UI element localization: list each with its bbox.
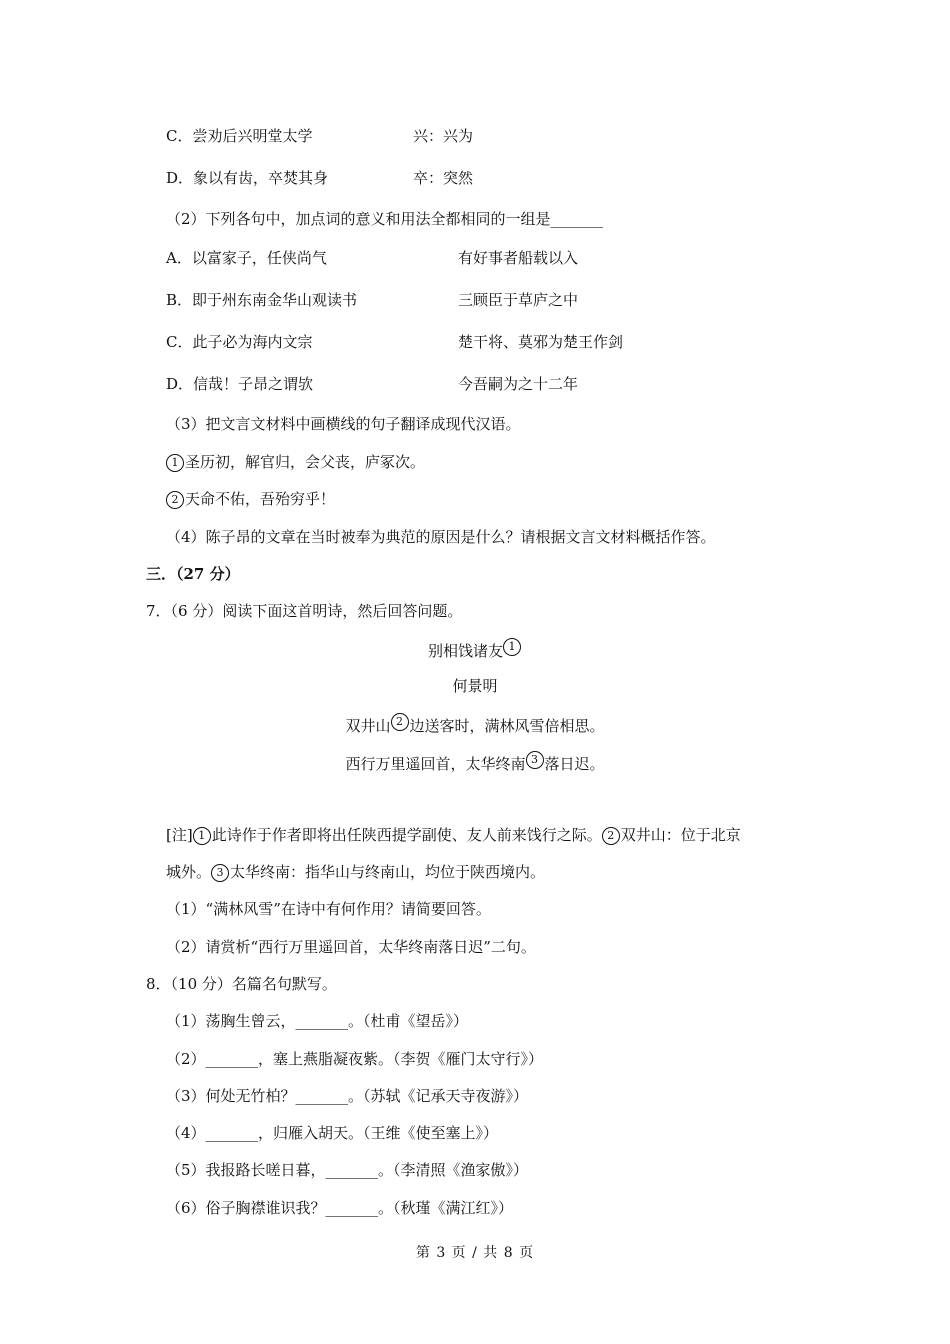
- q2-option-a: A．以富家子，任侠尚气: [166, 249, 327, 267]
- q2-option-c: C．此子必为海内文宗: [166, 333, 313, 351]
- q3-item-2-text: 天命不佑，吾殆穷乎！: [185, 490, 336, 508]
- note-2-cont: 城外。: [166, 863, 212, 881]
- note-marker: 2: [391, 713, 409, 731]
- poem-line-2-a: 西行万里遥回首，太华终南: [345, 755, 526, 773]
- q3-item-2: [166, 489, 335, 509]
- q1-option-d-gloss: 卒：突然: [413, 169, 474, 187]
- q8-header: 8．（10 分）名篇名句默写。: [146, 975, 337, 993]
- note-marker: 1: [503, 638, 521, 656]
- q8-item-5: （5）我报路长嗟日暮，_______。（李清照《渔家傲》）: [166, 1161, 529, 1179]
- q7-sub-2: （2）请赏析“西行万里遥回首，太华终南落日迟”二句。: [166, 938, 536, 956]
- q7-header: 7．（6 分）阅读下面这首明诗，然后回答问题。: [146, 602, 463, 620]
- q2-option-d-right: 今吾嗣为之十二年: [458, 375, 579, 393]
- poem-line-2-b: 落日迟。: [544, 755, 605, 773]
- q1-option-c: C．尝劝后兴明堂太学: [166, 127, 313, 145]
- note-3-text: 太华终南：指华山与终南山，均位于陕西境内。: [230, 863, 546, 881]
- q8-item-1: （1）荡胸生曾云，_______。（杜甫《望岳》）: [166, 1012, 469, 1030]
- section-heading: 三．（27 分）: [146, 565, 240, 583]
- q1-option-c-gloss: 兴：兴为: [413, 127, 474, 145]
- poem-line-1-b: 边送客时，满林风雪倍相思。: [409, 717, 605, 735]
- poem-line-1: [0, 713, 950, 736]
- q2-prompt: （2）下列各句中，加点词的意义和用法全都相同的一组是_______: [166, 210, 604, 228]
- q2-option-b-right: 三顾臣于草庐之中: [458, 291, 579, 309]
- q2-option-c-right: 楚干将、莫邪为楚王作剑: [458, 333, 624, 351]
- q3-item-1-text: 圣历初，解官归，会父丧，庐冢次。: [185, 453, 426, 471]
- poem-line-2: [0, 751, 950, 774]
- q4-prompt: （4）陈子昂的文章在当时被奉为典范的原因是什么？请根据文言文材料概括作答。: [166, 528, 716, 546]
- q7-sub-1: （1）“满林风雪”在诗中有何作用？请简要回答。: [166, 900, 491, 918]
- poem-title-text: 别相饯诸友: [427, 642, 503, 660]
- q8-item-6: （6）俗子胸襟谁识我？_______。（秋瑾《满江红》）: [166, 1199, 514, 1217]
- q8-item-4: （4）_______，归雁入胡天。（王维《使至塞上》）: [166, 1124, 499, 1142]
- notes-prefix: [注]: [166, 826, 193, 844]
- circled-number: 3: [211, 864, 229, 882]
- q3-item-1: [166, 452, 425, 472]
- circled-number: 1: [193, 827, 211, 845]
- poem-notes: [166, 825, 741, 845]
- q1-option-d: D．象以有齿，卒焚其身: [166, 169, 329, 187]
- circled-number: 2: [166, 491, 184, 509]
- q2-option-b: B．即于州东南金华山观读书: [166, 291, 358, 309]
- note-marker: 3: [526, 751, 544, 769]
- poem-notes-cont: [166, 862, 545, 882]
- q2-option-a-right: 有好事者船载以入: [458, 249, 579, 267]
- poem-author: 何景明: [452, 677, 498, 695]
- page-number: 第 3 页 / 共 8 页: [415, 1245, 535, 1261]
- poem-title: [0, 638, 950, 661]
- poem-line-1-a: 双井山: [345, 717, 391, 735]
- note-2-text: 双井山：位于北京: [620, 826, 741, 844]
- circled-number: 1: [166, 454, 184, 472]
- q8-item-3: （3）何处无竹柏？_______。（苏轼《记承天寺夜游》）: [166, 1087, 529, 1105]
- q2-option-d: D．信哉！子昂之谓欤: [166, 375, 314, 393]
- q8-item-2: （2）_______，塞上燕脂凝夜紫。（李贺《雁门太守行》）: [166, 1050, 544, 1068]
- q3-prompt: （3）把文言文材料中画横线的句子翻译成现代汉语。: [166, 415, 521, 433]
- circled-number: 2: [602, 827, 620, 845]
- note-1-text: 此诗作于作者即将出任陕西提学副使、友人前来饯行之际。: [211, 826, 602, 844]
